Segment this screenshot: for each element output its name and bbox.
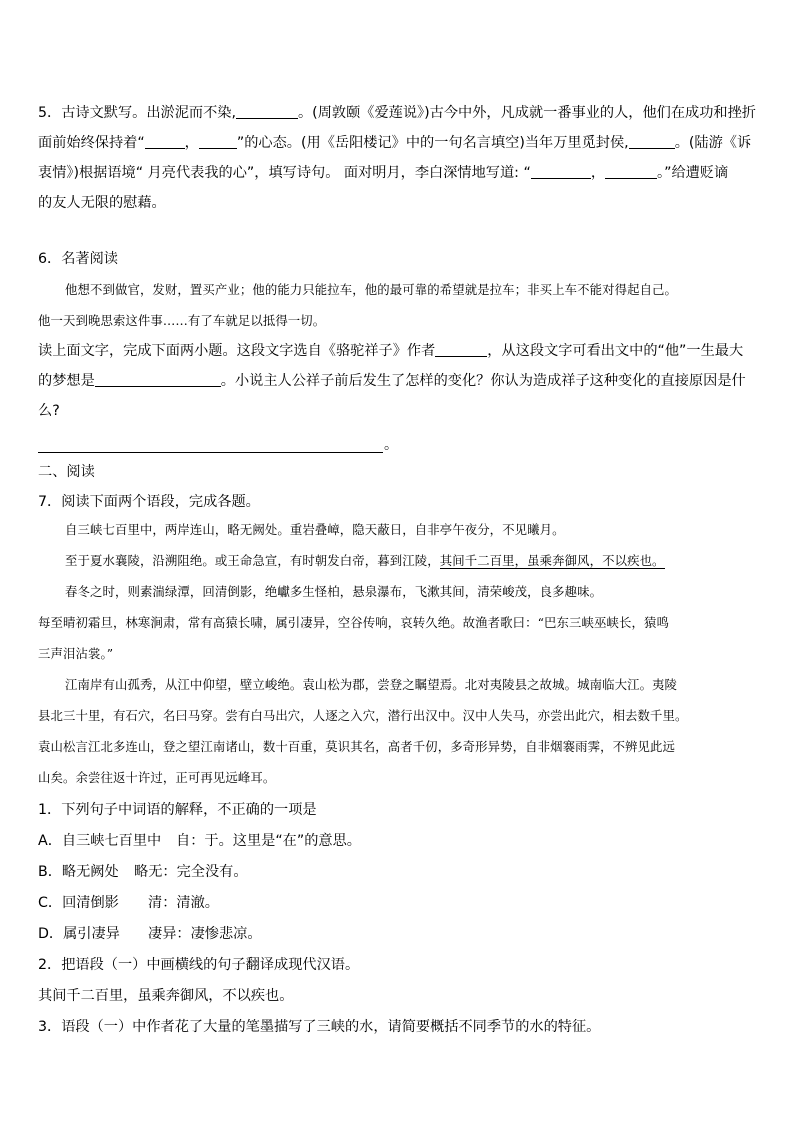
- passage-line: 县北三十里，有石穴，名曰马穿。尝有白马出穴，人逐之入穴，潜行出汉中。汉中人失马，亦尝出此穴，相去数千里。: [38, 708, 688, 723]
- passage-line: 每至晴初霜旦，林寒涧肃，常有高猿长啸，属引凄异，空谷传响，哀转久绝。故渔者歌曰：“巴东三峡巫峡长，猿鸣: [38, 615, 669, 630]
- answer-line[interactable]: [38, 452, 383, 453]
- classical-passage: [38, 514, 756, 793]
- q6-line-1: 读上面文字，完成下面两小题。这段文字选自《骆驼祥子》作者 ，从这段文字可看出文中的“他”一生最大: [38, 343, 744, 359]
- option-a[interactable]: A．自三峡七百里中 自：于。这里是“在”的意思。: [38, 833, 361, 849]
- option-b[interactable]: B．略无阙处 略无：完全没有。: [38, 864, 248, 880]
- passage-line: 春冬之时，则素湍绿潭，回清倒影，绝巘多生怪柏，悬泉瀑布，飞漱其间，清荣峻茂，良多趣味。: [65, 584, 603, 599]
- question-5: [38, 98, 756, 218]
- novel-quote: 他一天到晚思索这件事……有了车就足以抵得一切。: [38, 313, 326, 328]
- passage-line: 自三峡七百里中，两岸连山，略无阙处。重岩叠嶂，隐天蔽日，自非亭午夜分，不见曦月。: [65, 522, 565, 537]
- answer-blank[interactable]: [629, 134, 675, 149]
- q5-line-1: 5．古诗文默写。出淤泥而不染, 。(周敦颐《爱莲说》)古今中外，凡成就一番事业的人，他们在成功和挫折: [38, 105, 756, 121]
- answer-blank[interactable]: [95, 372, 221, 387]
- answer-blank[interactable]: [531, 164, 591, 179]
- question-6: [38, 244, 756, 426]
- sub-question-3: 3．语段（一）中作者花了大量的笔墨描写了三峡的水，请简要概括不同季节的水的特征。: [38, 1019, 601, 1035]
- sub-questions: [38, 795, 756, 1043]
- section-2: [38, 457, 756, 517]
- answer-blank[interactable]: [435, 342, 487, 357]
- answer-blank[interactable]: [236, 104, 298, 119]
- passage-line: 至于夏水襄陵，沿溯阻绝。或王命急宣，有时朝发白帝，暮到江陵，其间千二百里，虽乘奔御风，不以疾也。: [65, 553, 665, 568]
- q5-line-4: 的友人无限的慰藉。: [38, 195, 166, 211]
- section-heading: 二、阅读: [38, 464, 95, 480]
- sub-question-1: 1．下列句子中词语的解释，不正确的一项是: [38, 802, 317, 818]
- q6-line-2: 的梦想是 。小说主人公祥子前后发生了怎样的变化？你认为造成祥子这种变化的直接原因是什: [38, 373, 746, 389]
- q5-line-2: 面前始终保持着“ ， ”的心态。(用《岳阳楼记》中的一句名言填空)当年万里觅封侯, 。(陆游《诉: [38, 135, 752, 151]
- passage-line: 江南岸有山孤秀，从江中仰望，壁立峻绝。袁山松为郡，尝登之瞩望焉。北对夷陵县之故城。城南临大江。夷陵: [65, 677, 678, 692]
- underlined-sentence: 其间千二百里，虽乘奔御风，不以疾也。: [439, 553, 665, 568]
- translation-sentence: 其间千二百里，虽乘奔御风，不以疾也。: [38, 988, 294, 1004]
- option-d[interactable]: D．属引凄异 凄异：凄惨悲凉。: [38, 926, 262, 942]
- passage-line: 袁山松言江北多连山，登之望江南诸山，数十百重，莫识其名，高者千仞，多奇形异势，自非烟褰雨霁，不辨见此远: [38, 739, 676, 754]
- answer-blank[interactable]: [145, 134, 185, 149]
- question-title: 6．名著阅读: [38, 251, 118, 267]
- answer-line-end: 。: [384, 437, 398, 453]
- answer-blank[interactable]: [199, 134, 237, 149]
- q5-line-3: 衷情》)根据语境“ 月亮代表我的心”，填写诗句。 面对明月，李白深情地写道: “ ， 。”给遭贬谪: [38, 165, 729, 181]
- answer-blank[interactable]: [605, 164, 657, 179]
- passage-line: 三声泪沾裳。”: [38, 646, 114, 661]
- option-c[interactable]: C．回清倒影 清：清澈。: [38, 895, 219, 911]
- sub-question-2: 2．把语段（一）中画横线的句子翻译成现代汉语。: [38, 957, 360, 973]
- q6-line-3: 么?: [38, 403, 60, 419]
- passage-line: 山矣。余尝往返十许过，正可再见远峰耳。: [38, 770, 276, 785]
- novel-quote: 他想不到做官，发财，置买产业；他的能力只能拉车，他的最可靠的希望就是拉车；非买上车不能对得起自己。: [65, 282, 678, 297]
- question-7-intro: 7．阅读下面两个语段，完成各题。: [38, 494, 260, 510]
